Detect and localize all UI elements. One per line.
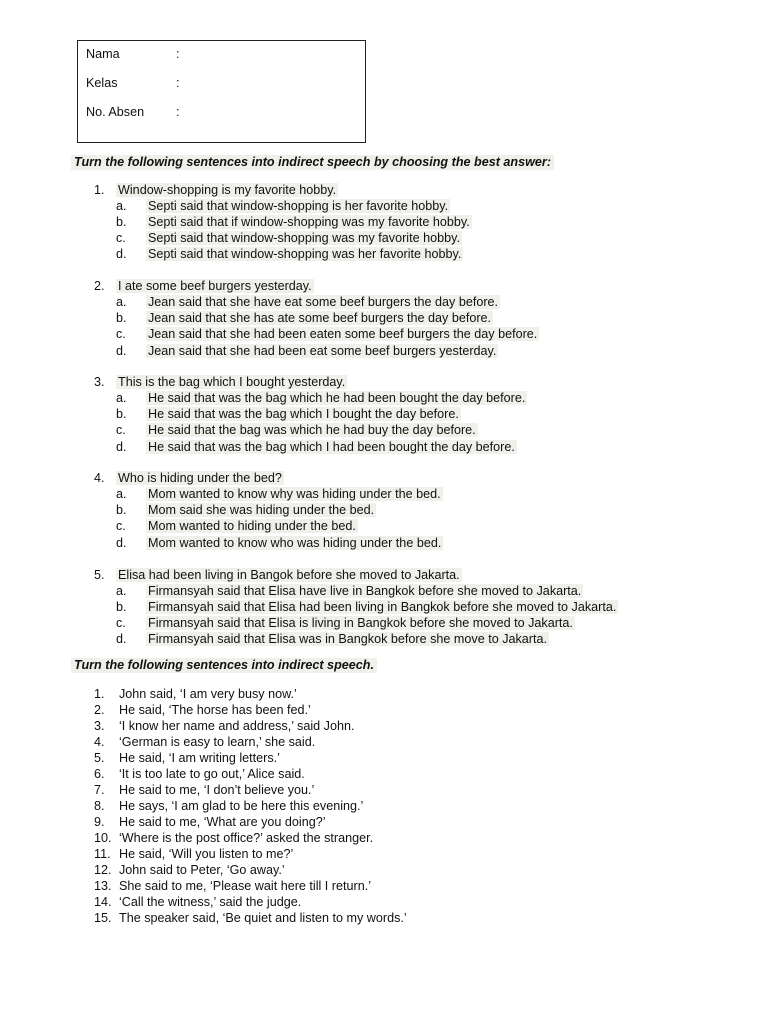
sentence-2: [94, 702, 311, 718]
sentence-8: [94, 798, 363, 814]
sentence-3: [94, 718, 354, 734]
option-text: He said that was the bag which I bought the day before.: [148, 407, 459, 421]
option-letter: a.: [116, 295, 127, 309]
sentence-number: 7.: [94, 783, 105, 797]
option-letter: c.: [116, 231, 126, 245]
question-number: 2.: [94, 279, 105, 293]
option-letter: b.: [116, 215, 127, 229]
sentence-number: 11.: [94, 847, 111, 861]
option-1d: [116, 246, 463, 262]
option-text: Mom wanted to know why was hiding under the bed.: [148, 487, 441, 501]
option-3c: [116, 422, 478, 438]
sentence-text: He said to me, ‘What are you doing?’: [119, 815, 326, 829]
option-4a: [116, 486, 443, 502]
sentence-text: John said, ‘I am very busy now.’: [119, 687, 297, 701]
option-text: He said that the bag was which he had buy the day before.: [148, 423, 476, 437]
sentence-14: [94, 894, 301, 910]
option-letter: d.: [116, 247, 127, 261]
sentence-text: He said, ‘The horse has been fed.’: [119, 703, 311, 717]
sentence-5: [94, 750, 280, 766]
sentence-15: [94, 910, 407, 926]
sentence-number: 10.: [94, 831, 112, 845]
class-colon: :: [176, 76, 180, 90]
student-identity-box: [77, 40, 366, 143]
sentence-text: He said, ‘Will you listen to me?’: [119, 847, 294, 861]
option-2d: [116, 343, 498, 359]
sentence-12: [94, 862, 285, 878]
option-letter: d.: [116, 344, 127, 358]
option-5a: [116, 583, 583, 599]
absence-number-colon: :: [176, 105, 180, 119]
sentence-number: 8.: [94, 799, 105, 813]
option-1a: [116, 198, 450, 214]
sentence-text: ‘Call the witness,’ said the judge.: [119, 895, 302, 909]
option-1b: [116, 214, 472, 230]
option-text: Jean said that she have eat some beef burgers the day before.: [148, 295, 499, 309]
question-3: [94, 374, 347, 390]
question-text: Who is hiding under the bed?: [118, 471, 282, 485]
name-label: Nama: [86, 47, 120, 61]
question-number: 1.: [94, 183, 105, 197]
option-letter: a.: [116, 584, 127, 598]
option-4c: [116, 518, 358, 534]
option-text: Septi said that window-shopping was my favorite hobby.: [148, 231, 460, 245]
option-text: Mom wanted to hiding under the bed.: [148, 519, 356, 533]
sentence-text: John said to Peter, ‘Go away.’: [119, 863, 285, 877]
question-1: [94, 182, 338, 198]
option-text: Septi said that if window-shopping was my favorite hobby.: [148, 215, 470, 229]
option-letter: c.: [116, 327, 126, 341]
option-5c: [116, 615, 575, 631]
sentence-text: She said to me, ‘Please wait here till I return.’: [119, 879, 371, 893]
option-text: Firmansyah said that Elisa was in Bangkok before she move to Jakarta.: [148, 632, 547, 646]
option-2c: [116, 326, 539, 342]
sentence-4: [94, 734, 315, 750]
option-text: Septi said that window-shopping is her favorite hobby.: [148, 199, 449, 213]
option-letter: a.: [116, 487, 127, 501]
sentence-number: 6.: [94, 767, 105, 781]
option-text: Jean said that she had been eat some beef burgers yesterday.: [148, 344, 497, 358]
question-text: This is the bag which I bought yesterday.: [118, 375, 346, 389]
option-letter: c.: [116, 423, 126, 437]
question-text: I ate some beef burgers yesterday.: [118, 279, 312, 293]
sentence-6: [94, 766, 305, 782]
option-text: Mom said she was hiding under the bed.: [148, 503, 375, 517]
option-letter: a.: [116, 199, 127, 213]
option-letter: b.: [116, 600, 127, 614]
question-text: Window-shopping is my favorite hobby.: [118, 183, 337, 197]
option-1c: [116, 230, 462, 246]
option-2a: [116, 294, 500, 310]
option-text: Firmansyah said that Elisa have live in Bangkok before she moved to Jakarta.: [148, 584, 582, 598]
option-5b: [116, 599, 618, 615]
sentence-number: 9.: [94, 815, 105, 829]
sentence-number: 15.: [94, 911, 112, 925]
question-5: [94, 567, 462, 583]
sentence-10: [94, 830, 373, 846]
sentence-text: ‘It is too late to go out,’ Alice said.: [119, 767, 305, 781]
sentence-1: [94, 686, 297, 702]
sentence-number: 4.: [94, 735, 105, 749]
option-text: Mom wanted to know who was hiding under the bed.: [148, 536, 442, 550]
sentence-number: 12.: [94, 863, 112, 877]
question-number: 4.: [94, 471, 105, 485]
sentence-number: 1.: [94, 687, 105, 701]
option-letter: d.: [116, 632, 127, 646]
question-number: 5.: [94, 568, 105, 582]
question-text: Elisa had been living in Bangok before she moved to Jakarta.: [118, 568, 460, 582]
option-letter: b.: [116, 311, 127, 325]
question-2: [94, 278, 314, 294]
sentence-number: 3.: [94, 719, 105, 733]
instruction-indirect-speech: Turn the following sentences into indirect speech.: [71, 658, 377, 673]
option-3b: [116, 406, 461, 422]
option-letter: b.: [116, 503, 127, 517]
question-number: 3.: [94, 375, 105, 389]
option-letter: b.: [116, 407, 127, 421]
option-letter: a.: [116, 391, 127, 405]
sentence-text: ‘I know her name and address,’ said John.: [119, 719, 355, 733]
sentence-7: [94, 782, 314, 798]
absence-number-label: No. Absen: [86, 105, 145, 119]
question-4: [94, 470, 284, 486]
sentence-9: [94, 814, 326, 830]
sentence-text: ‘German is easy to learn,’ she said.: [119, 735, 316, 749]
option-text: Firmansyah said that Elisa is living in Bangkok before she moved to Jakarta.: [148, 616, 573, 630]
option-4d: [116, 535, 443, 551]
option-letter: c.: [116, 519, 126, 533]
sentence-number: 14.: [94, 895, 112, 909]
sentence-text: He said to me, ‘I don’t believe you.’: [119, 783, 315, 797]
sentence-text: The speaker said, ‘Be quiet and listen to my words.’: [119, 911, 407, 925]
sentence-11: [94, 846, 293, 862]
sentence-text: He said, ‘I am writing letters.’: [119, 751, 280, 765]
option-2b: [116, 310, 493, 326]
option-text: Jean said that she had been eaten some beef burgers the day before.: [148, 327, 538, 341]
option-text: Septi said that window-shopping was her favorite hobby.: [148, 247, 462, 261]
sentence-number: 5.: [94, 751, 105, 765]
option-text: Jean said that she has ate some beef burgers the day before.: [148, 311, 492, 325]
option-letter: d.: [116, 536, 127, 550]
instruction-multiple-choice: Turn the following sentences into indirect speech by choosing the best answer:: [71, 155, 554, 170]
option-text: He said that was the bag which he had been bought the day before.: [148, 391, 526, 405]
sentence-number: 2.: [94, 703, 105, 717]
option-letter: c.: [116, 616, 126, 630]
option-4b: [116, 502, 376, 518]
option-letter: d.: [116, 440, 127, 454]
sentence-text: ‘Where is the post office?’ asked the stranger.: [119, 831, 374, 845]
option-3d: [116, 439, 517, 455]
name-colon: :: [176, 47, 180, 61]
option-3a: [116, 390, 527, 406]
option-text: He said that was the bag which I had been bought the day before.: [148, 440, 515, 454]
option-5d: [116, 631, 549, 647]
option-text: Firmansyah said that Elisa had been living in Bangkok before she moved to Jakarta.: [148, 600, 617, 614]
sentence-text: He says, ‘I am glad to be here this evening.’: [119, 799, 364, 813]
sentence-number: 13.: [94, 879, 112, 893]
sentence-13: [94, 878, 371, 894]
class-label: Kelas: [86, 76, 118, 90]
